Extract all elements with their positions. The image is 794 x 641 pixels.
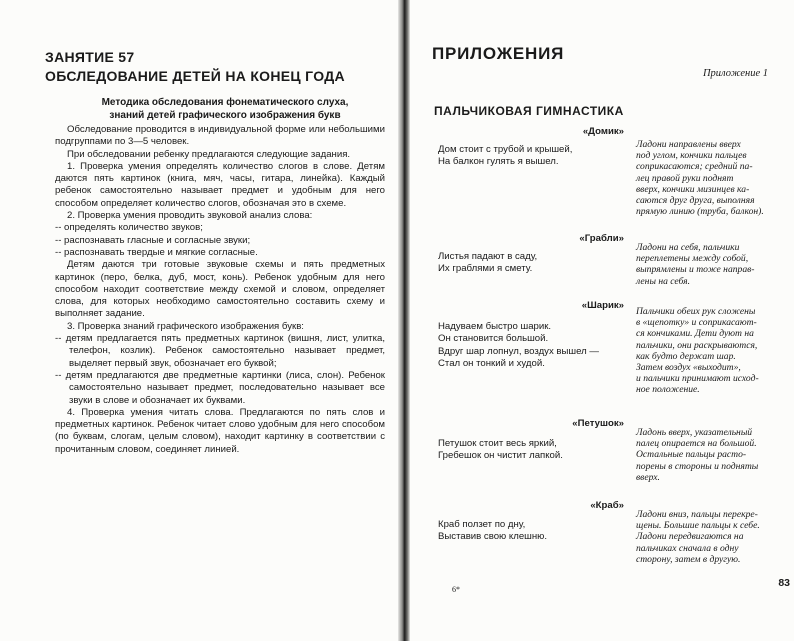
exercise-verse bbox=[438, 519, 623, 544]
verse-line: Гребешок он чистит лапкой. bbox=[438, 450, 563, 462]
body-paragraph: Детям даются три готовые звуковые схемы и пять предметных картинок (перо, белка, дуб, мост, конь). Ребенок удобным для него способом находит соответствие между схемой и словом, определяет слова, для которых необходимо самостоятельно составить схему и выполняет задание. bbox=[55, 259, 385, 320]
instruction-line: Пальчики обеих рук сложены bbox=[636, 306, 756, 317]
page-number: 83 bbox=[778, 577, 790, 589]
exercise-instruction bbox=[636, 427, 776, 483]
exercise-verse bbox=[438, 321, 628, 371]
exercise-instruction bbox=[636, 306, 776, 396]
section-title: ПАЛЬЧИКОВАЯ ГИМНАСТИКА bbox=[434, 104, 624, 118]
appendices-heading: ПРИЛОЖЕНИЯ bbox=[432, 44, 565, 63]
instruction-line: пальчиках сначала в одну bbox=[636, 542, 739, 554]
exercise-title-grabli: «Грабли» bbox=[579, 233, 624, 244]
lesson-title bbox=[45, 48, 385, 86]
instruction-line: палец опирается на большой. bbox=[636, 438, 757, 450]
instruction-line: саются друг друга, выполняя bbox=[636, 195, 755, 207]
lesson-title-number: ЗАНЯТИЕ 57 bbox=[45, 49, 135, 65]
instruction-line: ное положение. bbox=[636, 384, 700, 396]
exercise-instruction bbox=[636, 509, 776, 565]
instruction-line: Ладони направлены вверх bbox=[636, 139, 741, 150]
verse-line: Выставив свою клешню. bbox=[438, 531, 548, 543]
verse-line: Петушок стоит весь яркий, bbox=[438, 438, 557, 449]
instruction-line: щены. Большие пальцы к себе. bbox=[636, 520, 760, 532]
body-paragraph: 1. Проверка умения определять количество слогов в слове. Детям даются пять картинок (книга, мяч, часы, гитара, линейка). Каждый ребенок самостоятельно называет предмет и удобным для него способом определяет количество слогов, обозначая это в схеме. bbox=[55, 160, 385, 209]
body-list-item: -- определять количество звуков; bbox=[55, 222, 203, 234]
instruction-line: Затем воздух «выходит», bbox=[636, 362, 741, 374]
body-paragraph: 3. Проверка знаний графического изображения букв: bbox=[67, 320, 304, 332]
body-paragraph: 4. Проверка умения читать слова. Предлагаются по пять слов и предметных картинок. Ребенок читает слово удобным для него способом (по буквам, слогам, целым словом), находит картинку в соответствии с прочитанным словом, соединяет линией. bbox=[55, 406, 385, 455]
instruction-line: Ладони передвигаются на bbox=[636, 531, 744, 543]
verse-line: Вдруг шар лопнул, воздух вышел — bbox=[438, 345, 599, 357]
lesson-body bbox=[55, 124, 385, 456]
exercise-title-domik: «Домик» bbox=[582, 126, 624, 137]
instruction-line: переплетены между собой, bbox=[636, 253, 749, 265]
exercise-verse bbox=[438, 144, 623, 169]
instruction-line: как будто держат шар. bbox=[636, 350, 736, 362]
instruction-line: лец правой руки поднят bbox=[636, 172, 734, 184]
instruction-line: Ладони вниз, пальцы перекре- bbox=[636, 509, 758, 520]
instruction-line: сторону, затем в другую. bbox=[636, 553, 741, 565]
body-list-item: -- детям предлагается пять предметных картинок (вишня, лист, улитка, телефон, козлик). Ребенок самостоятельно называет предмет, выделяет первый звук, обозначает его буквой; bbox=[55, 333, 385, 369]
instruction-line: вверх. bbox=[636, 471, 660, 483]
instruction-line: под углом, кончики пальцев bbox=[636, 150, 747, 162]
exercise-verse bbox=[438, 438, 623, 463]
signature-mark: 6* bbox=[452, 585, 460, 594]
instruction-line: лены на себя. bbox=[636, 275, 690, 287]
instruction-line: выпрямлены и тоже направ- bbox=[636, 264, 755, 276]
exercise-title-sharik: «Шарик» bbox=[581, 300, 624, 311]
body-paragraph: 2. Проверка умения проводить звуковой анализ слова: bbox=[67, 210, 313, 222]
instruction-line: Ладони на себя, пальчики bbox=[636, 242, 740, 253]
verse-line: Надуваем быстро шарик. bbox=[438, 321, 552, 332]
verse-line: Дом стоит с трубой и крышей, bbox=[438, 144, 573, 155]
body-list-item: -- распознавать гласные и согласные звуки; bbox=[55, 234, 251, 246]
method-title bbox=[70, 96, 380, 122]
instruction-line: вверх, кончики мизинцев ка- bbox=[636, 183, 750, 195]
exercise-title-krab: «Краб» bbox=[590, 500, 624, 511]
body-paragraph: При обследовании ребенку предлагаются следующие задания. bbox=[67, 148, 351, 160]
instruction-line: и пальчики принимают исход- bbox=[636, 373, 759, 385]
instruction-line: в «щепотку» и соприкасают- bbox=[636, 317, 757, 329]
method-title-line: Методика обследования фонематического слуха, bbox=[101, 97, 349, 108]
body-list-item: -- детям предлагаются две предметные картинки (лиса, слон). Ребенок самостоятельно называет предмет, последовательно называет все звуки в слове и обозначает их буквами. bbox=[55, 369, 385, 406]
lesson-title-text: ОБСЛЕДОВАНИЕ ДЕТЕЙ НА КОНЕЦ ГОДА bbox=[45, 68, 345, 84]
instruction-line: прямую линию (труба, балкон). bbox=[636, 206, 764, 218]
book-spine bbox=[398, 0, 410, 641]
verse-line: Стал он тонкий и худой. bbox=[438, 358, 545, 370]
verse-line: Их граблями я смету. bbox=[438, 263, 533, 275]
exercise-title-petushok: «Петушок» bbox=[572, 418, 624, 429]
instruction-line: пальчики, они раскрываются, bbox=[636, 339, 758, 351]
verse-line: Листья падают в саду, bbox=[438, 251, 538, 262]
method-title-line: знаний детей графического изображения букв bbox=[109, 110, 341, 121]
exercise-verse bbox=[438, 251, 623, 276]
instruction-line: Ладонь вверх, указательный bbox=[636, 427, 753, 438]
exercise-instruction bbox=[636, 139, 776, 217]
instruction-line: порены в стороны и подняты bbox=[636, 460, 759, 472]
body-list-item: -- распознавать твердые и мягкие согласные. bbox=[55, 246, 258, 258]
verse-line: Он становится большой. bbox=[438, 333, 549, 345]
appendix-label: Приложение 1 bbox=[702, 68, 768, 79]
verse-line: На балкон гулять я вышел. bbox=[438, 156, 559, 168]
body-paragraph: Обследование проводится в индивидуальной форме или небольшими подгруппами по 3—5 человек. bbox=[55, 124, 385, 148]
exercise-instruction bbox=[636, 242, 776, 287]
instruction-line: соприкасаются; средний па- bbox=[636, 161, 753, 173]
verse-line: Краб ползет по дну, bbox=[438, 519, 526, 530]
instruction-line: ся кончиками. Дети дуют на bbox=[636, 328, 754, 340]
instruction-line: Остальные пальцы расто- bbox=[636, 449, 747, 461]
